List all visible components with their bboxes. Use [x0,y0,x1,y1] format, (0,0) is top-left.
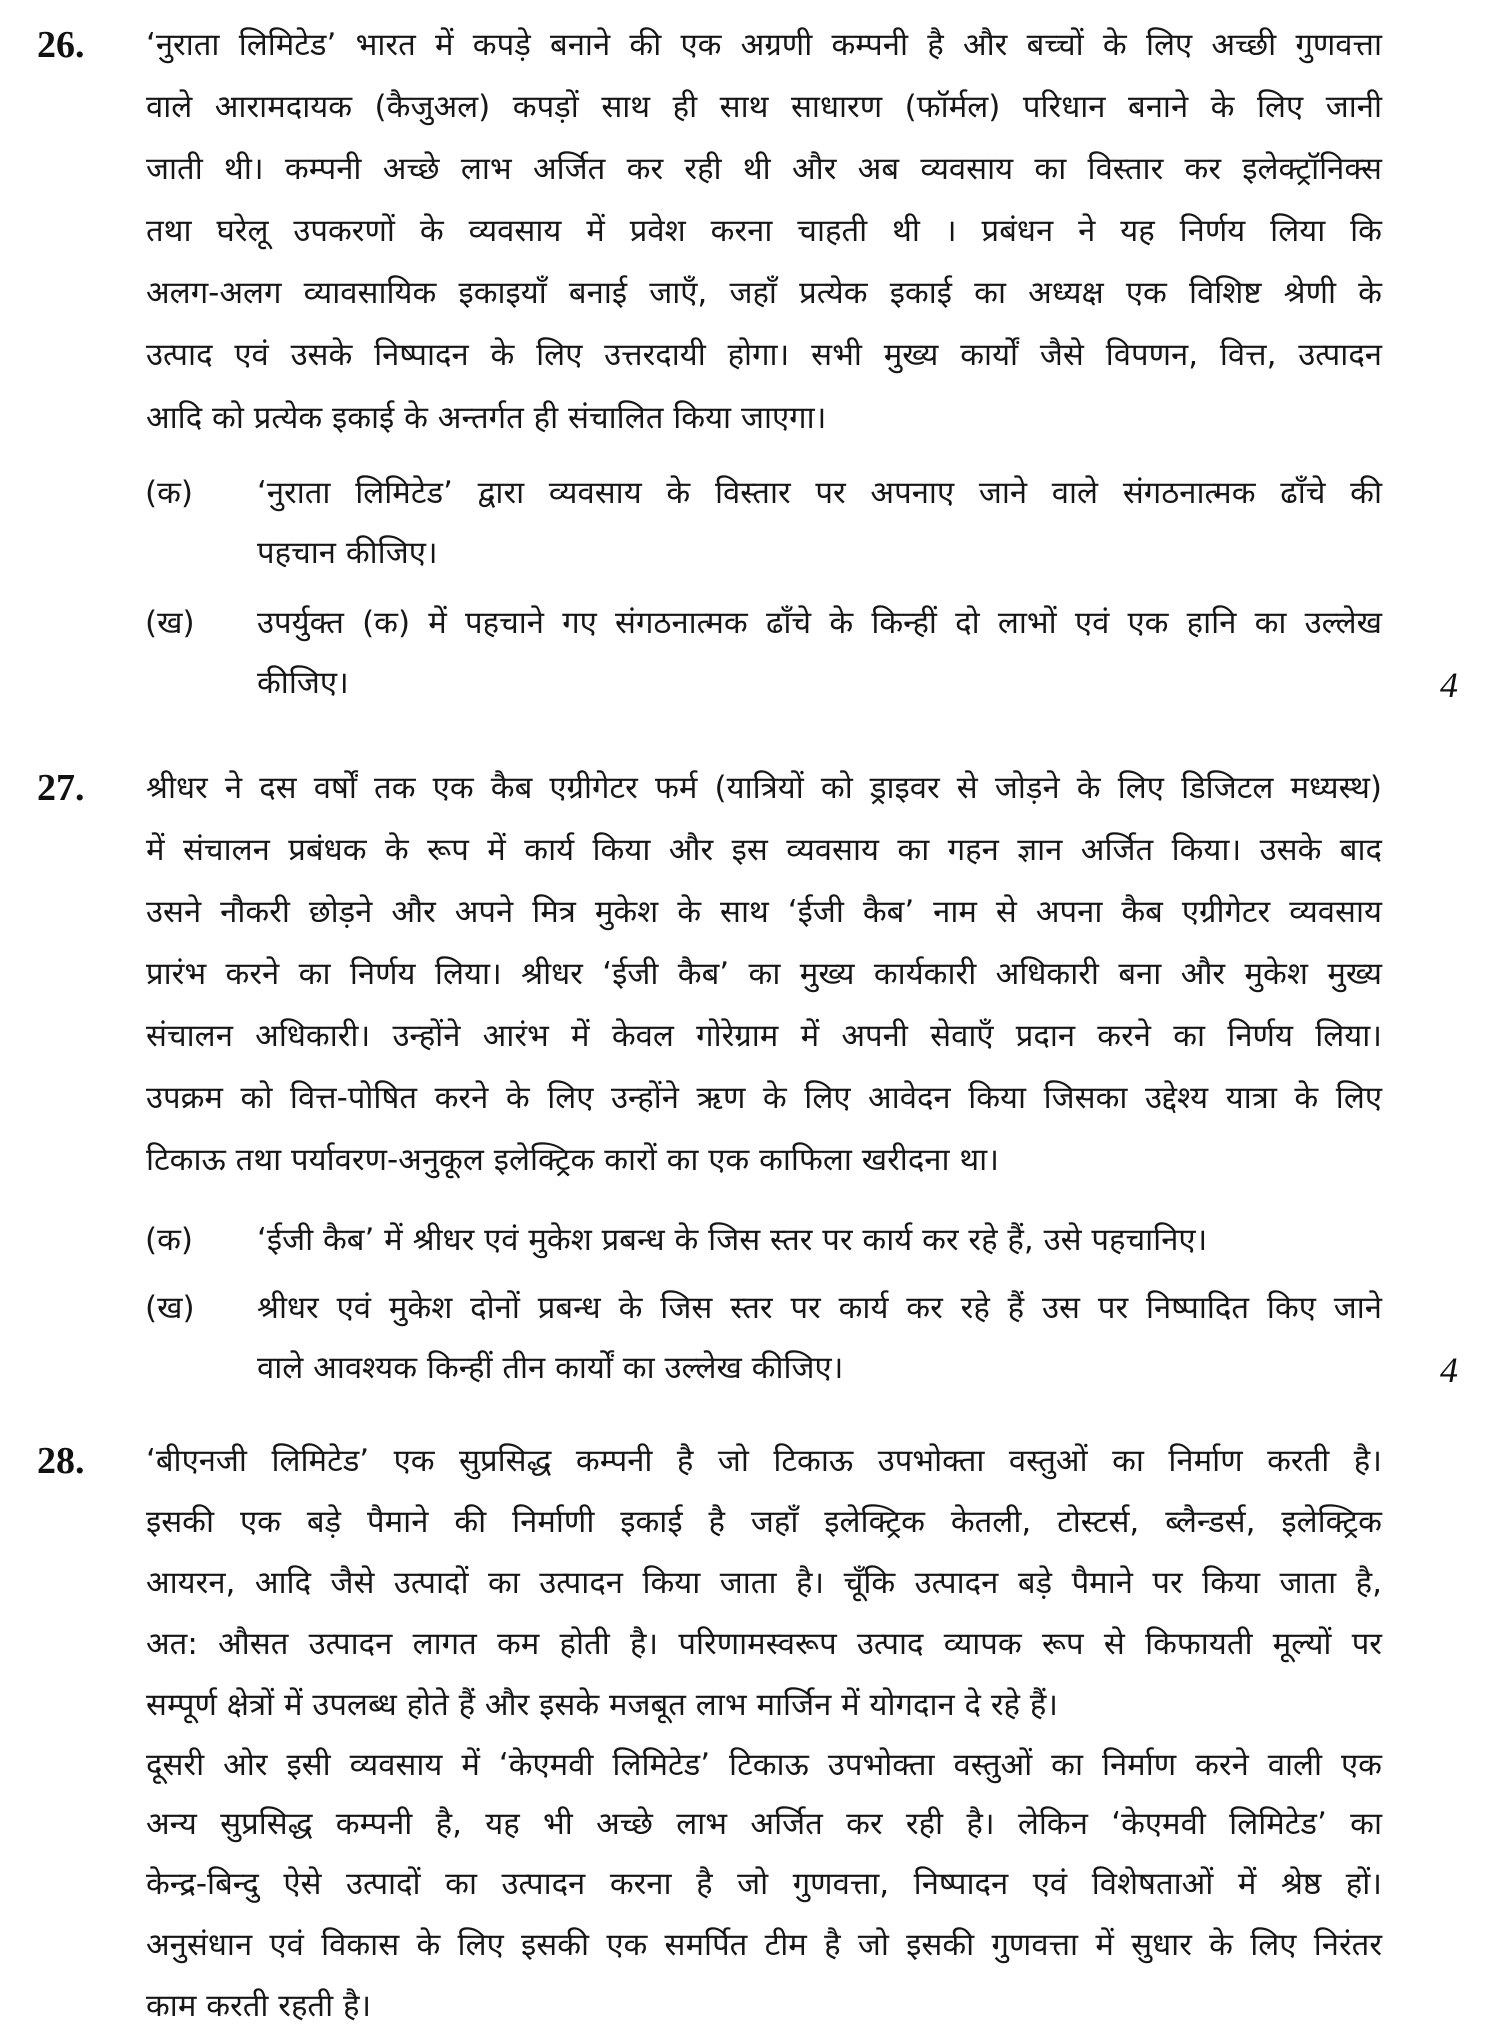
question-number: 26. [37,24,85,66]
sub-question-text-line: ‘ईजी कैब’ में श्रीधर एवं मुकेश प्रबन्ध के जिस स्तर पर कार्य कर रहे हैं, उसे पहचानिए। [257,1222,1208,1258]
marks-label: 4 [1440,1350,1458,1390]
sub-question-label: (ख) [145,1290,195,1326]
question-text-line: सम्पूर्ण क्षेत्रों में उपलब्ध होते हैं और इसके मजबूत लाभ मार्जिन में योगदान दे रहे हैं। [146,1687,1059,1723]
sub-question-text-line: ‘नुराता लिमिटेड’ द्वारा व्यवसाय के विस्तार पर अपनाए जाने वाले संगठनात्मक ढाँचे की [257,475,1382,511]
question-text-line: अत: औसत उत्पादन लागत कम होती है। परिणामस्वरूप उत्पाद व्यापक रूप से किफायती मूल्यों पर [146,1626,1382,1662]
question-text-line: दूसरी ओर इसी व्यवसाय में ‘केएमवी लिमिटेड’ टिकाऊ उपभोक्ता वस्तुओं का निर्माण करने वाली एक [146,1747,1382,1783]
question-text-line: अन्य सुप्रसिद्ध कम्पनी है, यह भी अच्छे लाभ अर्जित कर रही है। लेकिन ‘केएमवी लिमिटेड’ का [146,1806,1382,1842]
question-text-line: केन्द्र-बिन्दु ऐसे उत्पादों का उत्पादन करना है जो गुणवत्ता, निष्पादन एवं विशेषताओं में श्रेष्ठ हों। [146,1866,1382,1902]
question-text-line: अलग-अलग व्यावसायिक इकाइयाँ बनाई जाएँ, जहाँ प्रत्येक इकाई का अध्यक्ष एक विशिष्ट श्रेणी के [146,275,1382,311]
question-text-line: तथा घरेलू उपकरणों के व्यवसाय में प्रवेश करना चाहती थी । प्रबंधन ने यह निर्णय लिया कि [146,213,1382,249]
sub-question-label: (क) [145,1222,193,1258]
question-text-line: वाले आरामदायक (कैजुअल) कपड़ों साथ ही साथ साधारण (फॉर्मल) परिधान बनाने के लिए जानी [146,89,1382,125]
question-text-line: टिकाऊ तथा पर्यावरण-अनुकूल इलेक्ट्रिक कारों का एक काफिला खरीदना था। [146,1142,999,1178]
sub-question-text-line: पहचान कीजिए। [257,535,438,571]
question-text-line: उत्पाद एवं उसके निष्पादन के लिए उत्तरदायी होगा। सभी मुख्य कार्यों जैसे विपणन, वित्त, उत्पादन [146,337,1382,373]
question-text-line: अनुसंधान एवं विकास के लिए इसकी एक समर्पित टीम है जो इसकी गुणवत्ता में सुधार के लिए निरंतर [146,1927,1382,1963]
marks-label: 4 [1440,665,1458,705]
sub-question-label: (क) [145,475,193,511]
sub-question-text-line: उपर्युक्त (क) में पहचाने गए संगठनात्मक ढाँचे के किन्हीं दो लाभों एवं एक हानि का उल्लेख [257,605,1382,641]
question-text-line: जाती थी। कम्पनी अच्छे लाभ अर्जित कर रही थी और अब व्यवसाय का विस्तार कर इलेक्ट्रॉनिक्स [146,151,1382,187]
sub-question-label: (ख) [145,605,195,641]
question-text-line: उपक्रम को वित्त-पोषित करने के लिए उन्होंने ऋण के लिए आवेदन किया जिसका उद्देश्य यात्रा के लिए [146,1080,1382,1116]
question-text-line: में संचालन प्रबंधक के रूप में कार्य किया और इस व्यवसाय का गहन ज्ञान अर्जित किया। उसके बाद [146,832,1382,868]
question-number: 27. [37,767,85,809]
question-text-line: इसकी एक बड़े पैमाने की निर्माणी इकाई है जहाँ इलेक्ट्रिक केतली, टोस्टर्स, ब्लैन्डर्स, इलेक्ट्रिक [146,1504,1382,1540]
question-text-line: आदि को प्रत्येक इकाई के अन्तर्गत ही संचालित किया जाएगा। [146,400,827,436]
sub-question-text-line: वाले आवश्यक किन्हीं तीन कार्यों का उल्लेख कीजिए। [257,1350,844,1386]
sub-question-text-line: श्रीधर एवं मुकेश दोनों प्रबन्ध के जिस स्तर पर कार्य कर रहे हैं उस पर निष्पादित किए जाने [257,1290,1382,1326]
question-text-line: आयरन, आदि जैसे उत्पादों का उत्पादन किया जाता है। चूँकि उत्पादन बड़े पैमाने पर किया जाता है, [146,1565,1382,1601]
question-text-line: ‘बीएनजी लिमिटेड’ एक सुप्रसिद्ध कम्पनी है जो टिकाऊ उपभोक्ता वस्तुओं का निर्माण करती है। [146,1443,1382,1479]
question-number: 28. [37,1440,85,1482]
question-text-line: प्रारंभ करने का निर्णय लिया। श्रीधर ‘ईजी कैब’ का मुख्य कार्यकारी अधिकारी बना और मुकेश मुख्य [146,956,1382,992]
question-text-line: ‘नुराता लिमिटेड’ भारत में कपड़े बनाने की एक अग्रणी कम्पनी है और बच्चों के लिए अच्छी गुणवत्ता [146,27,1382,63]
question-text-line: संचालन अधिकारी। उन्होंने आरंभ में केवल गोरेग्राम में अपनी सेवाएँ प्रदान करने का निर्णय लिया। [146,1018,1382,1054]
question-text-line: काम करती रहती है। [146,1988,372,2024]
sub-question-text-line: कीजिए। [257,665,349,701]
question-text-line: श्रीधर ने दस वर्षों तक एक कैब एग्रीगेटर फर्म (यात्रियों को ड्राइवर से जोड़ने के लिए डिजिटल मध्यस्थ) [146,770,1382,806]
question-text-line: उसने नौकरी छोड़ने और अपने मित्र मुकेश के साथ ‘ईजी कैब’ नाम से अपना कैब एग्रीगेटर व्यवसाय [146,894,1382,930]
